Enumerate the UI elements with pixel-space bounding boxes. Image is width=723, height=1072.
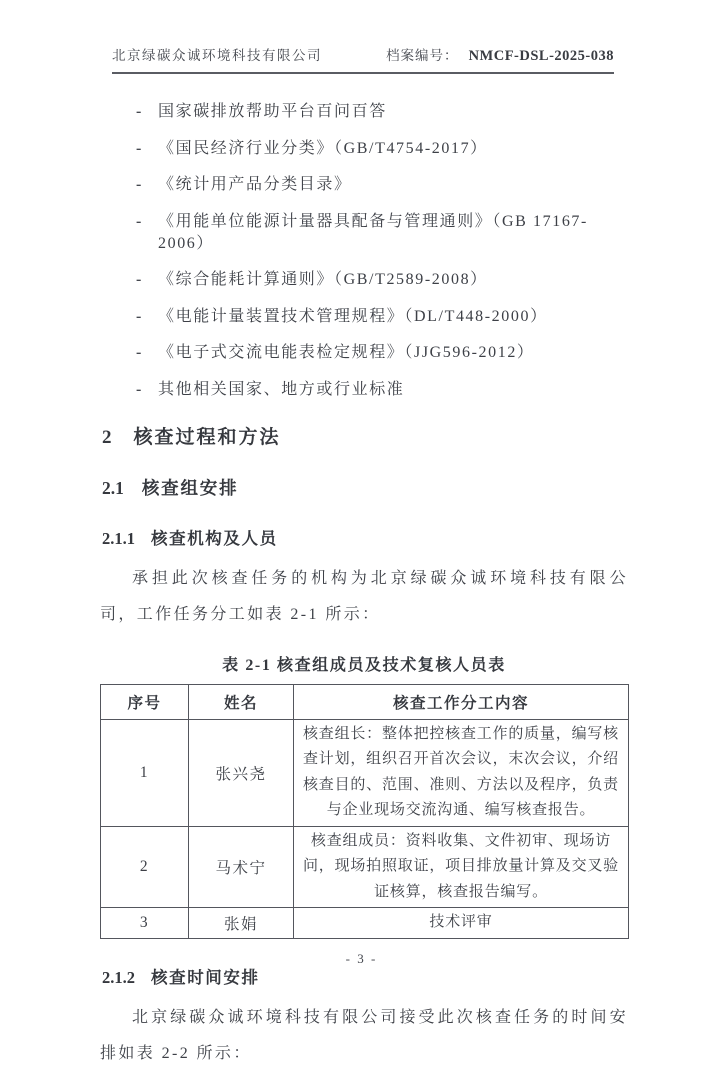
list-item-text: 《用能单位能源计量器具配备与管理通则》（GB 17167-2006） xyxy=(158,212,588,252)
cell-name: 马术宁 xyxy=(189,826,294,908)
section-number: 2.1 xyxy=(102,477,124,498)
list-item-text: 《国民经济行业分类》（GB/T4754-2017） xyxy=(158,139,488,157)
list-item xyxy=(100,101,628,123)
cell-no: 1 xyxy=(101,719,189,826)
list-item-text: 其他相关国家、地方或行业标准 xyxy=(158,380,405,398)
list-item-text: 《综合能耗计算通则》（GB/T2589-2008） xyxy=(158,271,488,288)
section-number: 2.1.2 xyxy=(102,968,135,987)
list-dash: - xyxy=(136,139,143,157)
list-item-text: 《统计用产品分类目录》 xyxy=(158,176,352,193)
list-item-text: 《电能计量装置技术管理规程》（DL/T448-2000） xyxy=(158,307,548,325)
col-header-name: 姓名 xyxy=(189,684,294,719)
page-header xyxy=(112,44,614,74)
table-row xyxy=(101,719,629,826)
cell-name: 张兴尧 xyxy=(189,719,294,826)
section-title: 核查时间安排 xyxy=(151,968,260,987)
table-row xyxy=(101,826,629,908)
header-company-name: 北京绿碳众诚环境科技有限公司 xyxy=(112,48,322,63)
archive-number: NMCF-DSL-2025-038 xyxy=(468,48,614,64)
list-dash: - xyxy=(136,344,143,361)
list-dash: - xyxy=(136,380,143,398)
list-dash: - xyxy=(136,271,143,288)
list-item-text: 《电子式交流电能表检定规程》（JJG596-2012） xyxy=(158,344,535,361)
list-item xyxy=(100,342,628,364)
page-number: - 3 - xyxy=(345,951,378,966)
section-heading-2-1-1 xyxy=(102,525,628,549)
list-item xyxy=(100,269,628,291)
cell-duty: 核查组长：整体把控核查工作的质量，编写核查计划，组织召开首次会议，末次会议，介绍核查目的、范围、准则、方法以及程序，负责与企业现场交流沟通、编写核查报告。 xyxy=(294,719,629,826)
table-row xyxy=(101,908,629,939)
section-heading-2 xyxy=(102,422,628,449)
cell-duty: 核查组成员：资料收集、文件初审、现场访问，现场拍照取证，项目排放量计算及交叉验证核算，核查报告编写。 xyxy=(294,826,629,908)
table-caption: 表 2-1 核查组成员及技术复核人员表 xyxy=(222,656,506,674)
section-number: 2 xyxy=(102,426,112,448)
col-header-duty: 核查工作分工内容 xyxy=(294,684,629,719)
list-dash: - xyxy=(136,212,143,230)
cell-name: 张娟 xyxy=(189,908,294,939)
paragraph-time-arrangement: 北京绿碳众诚环境科技有限公司接受此次核查任务的时间安排如表 2-2 所示： xyxy=(100,1009,628,1062)
table-header-row xyxy=(101,684,629,719)
section-number: 2.1.1 xyxy=(102,528,135,548)
paragraph-verification-org: 承担此次核查任务的机构为北京绿碳众诚环境科技有限公司，工作任务分工如表 2-1 所示： xyxy=(100,569,628,623)
cell-no: 2 xyxy=(101,826,189,908)
list-dash: - xyxy=(136,307,143,325)
list-item xyxy=(100,306,628,328)
list-item xyxy=(100,138,628,160)
section-title: 核查过程和方法 xyxy=(133,426,281,448)
section-title: 核查组安排 xyxy=(141,477,239,498)
list-dash: - xyxy=(136,176,143,193)
section-heading-2-1-2 xyxy=(102,964,628,988)
verification-team-table xyxy=(100,684,629,940)
reference-list xyxy=(100,101,628,401)
list-item-text: 国家碳排放帮助平台百问百答 xyxy=(158,103,387,120)
list-item xyxy=(100,174,628,196)
list-item xyxy=(100,211,628,255)
cell-no: 3 xyxy=(101,908,189,939)
col-header-no: 序号 xyxy=(101,684,189,719)
list-item xyxy=(100,379,628,401)
cell-duty: 技术评审 xyxy=(294,908,629,939)
section-heading-2-1 xyxy=(102,475,628,500)
section-title: 核查机构及人员 xyxy=(151,528,278,548)
list-dash: - xyxy=(136,103,143,120)
archive-label: 档案编号： xyxy=(386,48,459,63)
header-archive xyxy=(386,44,614,65)
